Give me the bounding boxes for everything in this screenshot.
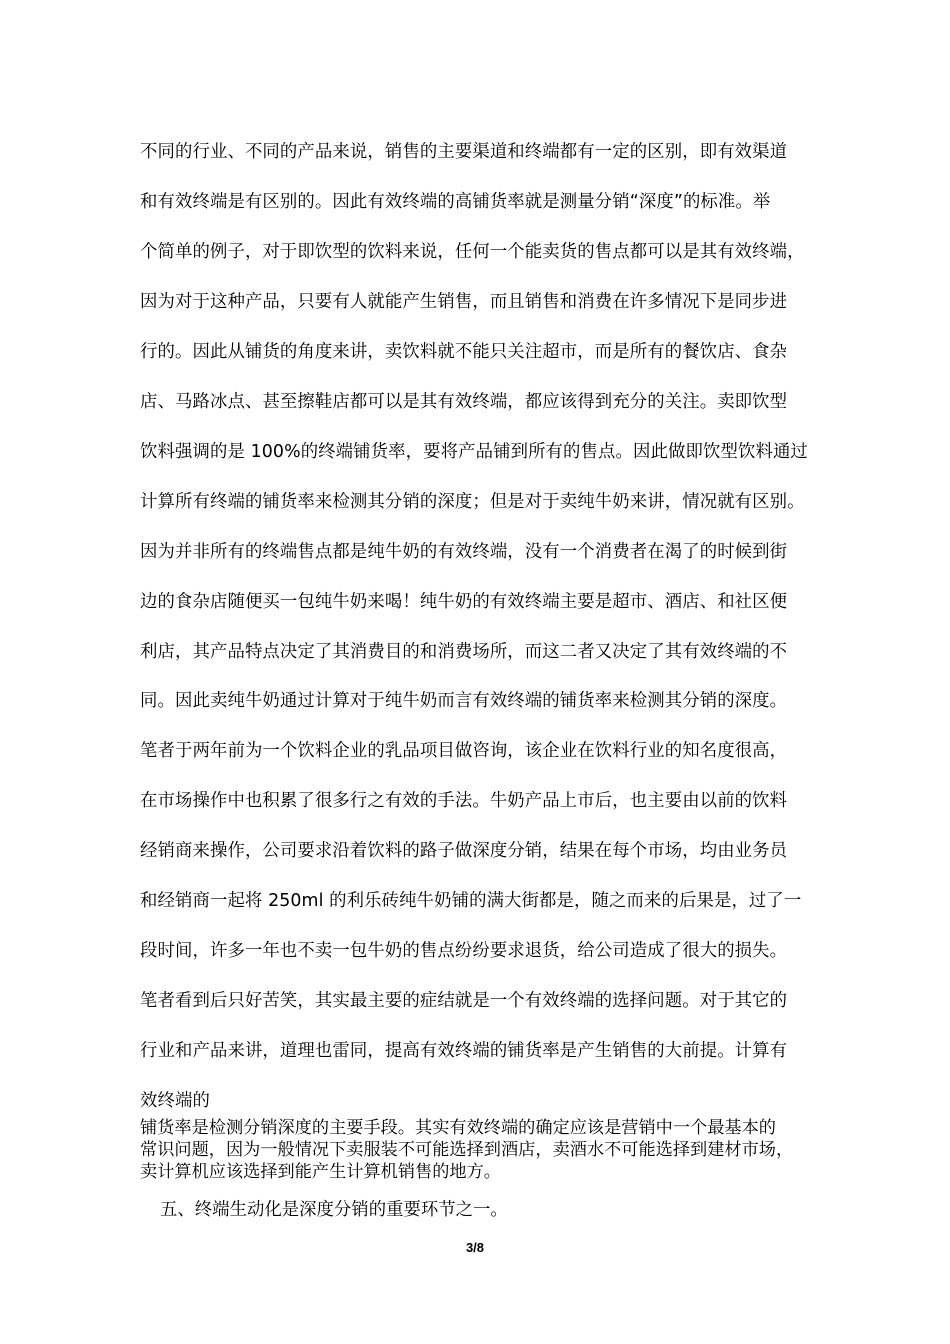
paragraph-2-line-1: 笔者于两年前为一个饮料企业的乳品项目做咨询，该企业在饮料行业的知名度很高， bbox=[140, 741, 788, 761]
paragraph-1-line-2: 和有效终端是有区别的。因此有效终端的高铺货率就是测量分销“深度”的标准。举 bbox=[140, 192, 771, 212]
paragraph-1-line-3: 个简单的例子，对于即饮型的饮料来说，任何一个能卖货的售点都可以是其有效终端， bbox=[140, 242, 805, 262]
paragraph-2-line-4: 和经销商一起将 250ml 的利乐砖纯牛奶铺的满大街都是，随之而来的后果是，过了一 bbox=[140, 891, 802, 911]
paragraph-2-line-7: 行业和产品来讲，道理也雷同，提高有效终端的铺货率是产生销售的大前提。计算有 bbox=[140, 1041, 788, 1061]
paragraph-3-line-2: 常识问题，因为一般情况下卖服装不可能选择到酒店，卖酒水不可能选择到建材市场， bbox=[140, 1140, 794, 1160]
paragraph-2-line-6: 笔者看到后只好苦笑，其实最主要的症结就是一个有效终端的选择问题。对于其它的 bbox=[140, 991, 788, 1011]
paragraph-1-line-4: 因为对于这种产品，只要有人就能产生销售，而且销售和消费在许多情况下是同步进 bbox=[140, 292, 788, 312]
paragraph-2-line-3: 经销商来操作，公司要求沿着饮料的路子做深度分销，结果在每个市场，均由业务员 bbox=[140, 841, 788, 861]
paragraph-1-line-11: 利店，其产品特点决定了其消费目的和消费场所，而这二者又决定了其有效终端的不 bbox=[140, 642, 788, 662]
paragraph-1-line-7: 饮料强调的是 100%的终端铺货率，要将产品铺到所有的售点。因此做即饮型饮料通过 bbox=[140, 442, 808, 462]
paragraph-1-line-6: 店、马路冰点、甚至擦鞋店都可以是其有效终端，都应该得到充分的关注。卖即饮型 bbox=[140, 392, 788, 412]
paragraph-2-line-5: 段时间，许多一年也不卖一包牛奶的售点纷纷要求退货，给公司造成了很大的损失。 bbox=[140, 941, 788, 961]
paragraph-1-line-9: 因为并非所有的终端售点都是纯牛奶的有效终端，没有一个消费者在渴了的时候到街 bbox=[140, 542, 788, 562]
page-number: 3/8 bbox=[465, 1240, 485, 1255]
paragraph-2-line-8: 效终端的 bbox=[140, 1091, 210, 1111]
paragraph-1-line-10: 边的食杂店随便买一包纯牛奶来喝！纯牛奶的有效终端主要是超市、酒店、和社区便 bbox=[140, 592, 788, 612]
paragraph-1-line-5: 行的。因此从铺货的角度来讲，卖饮料就不能只关注超市，而是所有的餐饮店、食杂 bbox=[140, 342, 788, 362]
section-heading: 五、终端生动化是深度分销的重要环节之一。 bbox=[160, 1200, 508, 1220]
paragraph-3-line-3: 卖计算机应该选择到能产生计算机销售的地方。 bbox=[140, 1162, 501, 1182]
paragraph-1-line-1: 不同的行业、不同的产品来说，销售的主要渠道和终端都有一定的区别，即有效渠道 bbox=[140, 142, 788, 162]
paragraph-1-line-12: 同。因此卖纯牛奶通过计算对于纯牛奶而言有效终端的铺货率来检测其分销的深度。 bbox=[140, 691, 788, 711]
paragraph-1-line-8: 计算所有终端的铺货率来检测其分销的深度；但是对于卖纯牛奶来讲，情况就有区别。 bbox=[140, 492, 805, 512]
paragraph-2-line-2: 在市场操作中也积累了很多行之有效的手法。牛奶产品上市后，也主要由以前的饮料 bbox=[140, 791, 788, 811]
paragraph-3-line-1: 铺货率是检测分销深度的主要手段。其实有效终端的确定应该是营销中一个最基本的 bbox=[140, 1118, 776, 1138]
